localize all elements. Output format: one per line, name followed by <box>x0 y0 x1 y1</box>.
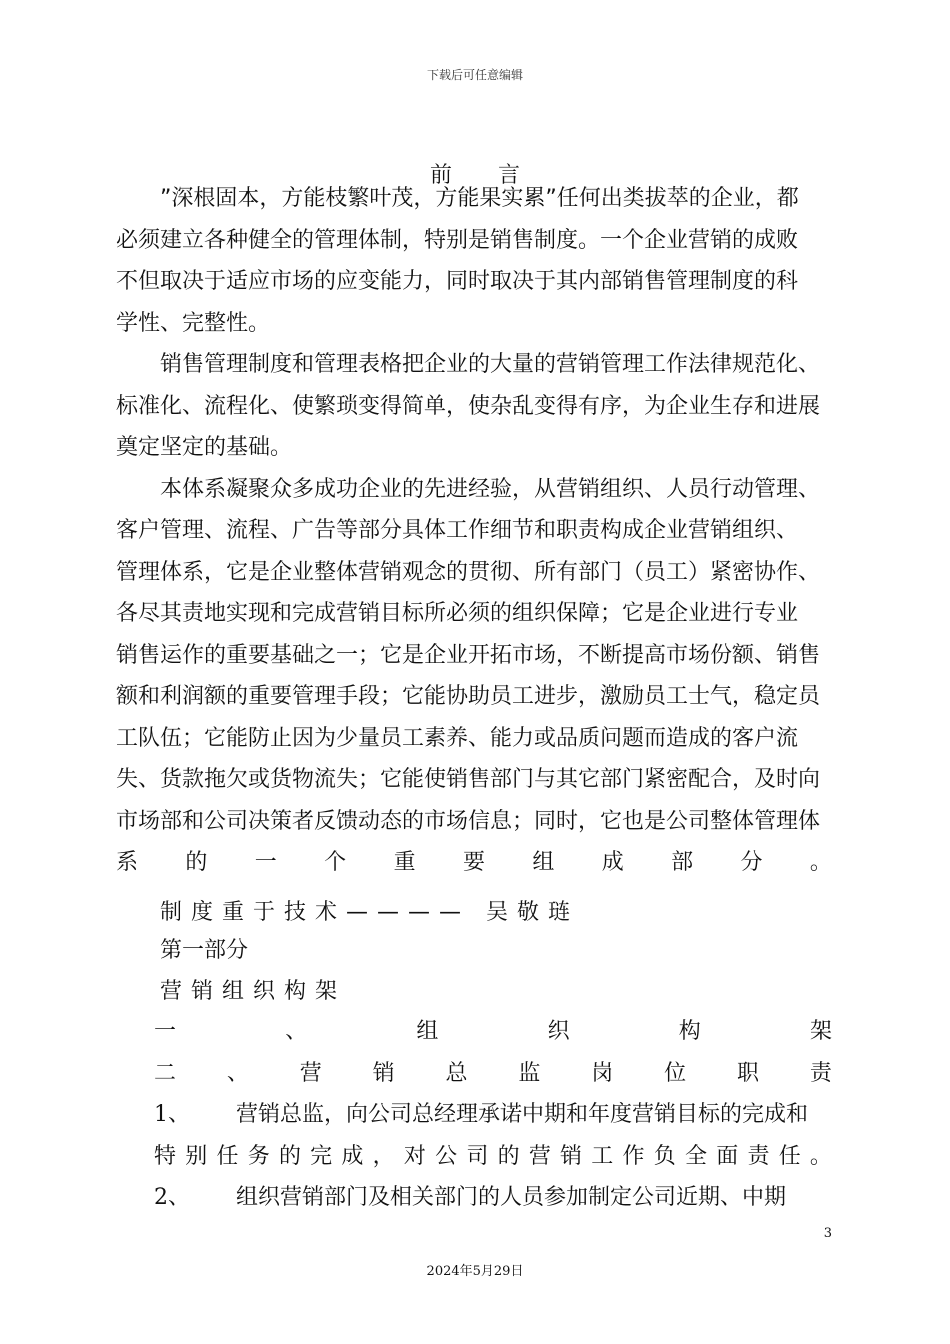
char: 总 <box>445 1060 468 1086</box>
part-label: 第一部分 <box>160 938 249 963</box>
list-item-continuation <box>154 1136 832 1178</box>
list-item <box>154 1094 832 1136</box>
char: 完 <box>310 1143 333 1169</box>
char: 成 <box>341 1143 364 1169</box>
char: 要 <box>462 850 485 875</box>
char: 别 <box>185 1143 208 1169</box>
page-number: 3 <box>823 1226 832 1241</box>
page-title: 前言 <box>429 163 566 188</box>
paragraph-line: 学性、完整性。 <box>116 310 271 336</box>
char: 责 <box>809 1060 832 1086</box>
paragraph-line: 奠定坚定的基础。 <box>116 435 293 460</box>
paragraph-justified-line <box>116 842 832 884</box>
char: 的 <box>278 1143 301 1169</box>
char: 构 <box>678 1019 701 1044</box>
paragraph-line: 客户管理、流程、广告等部分具体工作细节和职责构成企业营销组织、 <box>116 518 799 543</box>
heading-2 <box>154 1053 832 1095</box>
char: 责 <box>747 1143 770 1169</box>
char: 任 <box>216 1143 239 1169</box>
list-item-text: 营销总监，向公司总经理承诺中期和年度营销目标的完成和 <box>236 1102 809 1127</box>
char: 销 <box>372 1060 395 1086</box>
char: 的 <box>185 850 208 875</box>
paragraph-line: 失、货款拖欠或货物流失；它能使销售部门与其它部门紧密配合，及时向 <box>116 767 821 792</box>
paragraph-line: 销售运作的重要基础之一；它是企业开拓市场，不断提高市场份额、销售 <box>116 642 821 668</box>
heading-1 <box>154 1011 832 1053</box>
char: 营 <box>528 1143 551 1169</box>
char: 位 <box>664 1060 687 1086</box>
char: 特 <box>154 1143 177 1169</box>
char: 、 <box>226 1060 249 1086</box>
char: 的 <box>497 1143 520 1169</box>
char: 组 <box>416 1019 439 1044</box>
char: 系 <box>116 850 139 875</box>
char: 全 <box>684 1143 707 1169</box>
section-headings <box>154 1011 832 1219</box>
char: 成 <box>601 850 624 875</box>
part-title: 营销组织构架 <box>160 979 347 1004</box>
paragraph-line: 管理体系，它是企业整体营销观念的贯彻、所有部门（员工）紧密协作、 <box>116 559 821 585</box>
paragraph-line: 各尽其责地实现和完成营销目标所必须的组织保障；它是企业进行专业 <box>116 601 799 626</box>
char: 对 <box>403 1143 426 1169</box>
char: 一 <box>254 850 277 875</box>
list-item-number: 1、 <box>154 1102 190 1127</box>
char: 二 <box>154 1060 177 1086</box>
char: 公 <box>435 1143 458 1169</box>
char: 架 <box>809 1019 832 1044</box>
char: 织 <box>547 1019 570 1044</box>
list-item-text: 组织营销部门及相关部门的人员参加制定公司近期、中期 <box>236 1185 787 1210</box>
char: 任 <box>778 1143 801 1169</box>
page-footer-date: 2024年5月29日 <box>426 1264 524 1279</box>
paragraph-line: 本体系凝聚众多成功企业的先进经验，从营销组织、人员行动管理、 <box>160 476 821 502</box>
char: 组 <box>532 850 555 875</box>
char: 个 <box>324 850 347 875</box>
list-item <box>154 1177 832 1219</box>
preface-body <box>116 178 832 884</box>
char: 、 <box>285 1019 308 1044</box>
paragraph-line: 必须建立各种健全的管理体制，特别是销售制度。一个企业营销的成败 <box>116 227 799 253</box>
list-item-number: 2、 <box>154 1185 190 1210</box>
char: 重 <box>393 850 416 875</box>
paragraph-line: 额和利润额的重要管理手段；它能协助员工进步，激励员工士气，稳定员 <box>116 684 821 709</box>
paragraph-line: 不但取决于适应市场的应变能力，同时取决于其内部销售管理制度的科 <box>116 269 799 294</box>
paragraph-line: 销售管理制度和管理表格把企业的大量的营销管理工作法律规范化、 <box>160 352 821 377</box>
char: 职 <box>737 1060 760 1086</box>
char: 岗 <box>591 1060 614 1086</box>
char: 司 <box>466 1143 489 1169</box>
paragraph-line: 标准化、流程化、使繁琐变得简单，使杂乱变得有序，为企业生存和进展 <box>116 393 821 419</box>
char: 作 <box>622 1143 645 1169</box>
char: 面 <box>716 1143 739 1169</box>
paragraph-line: 市场部和公司决策者反馈动态的市场信息；同时，它也是公司整体管理体 <box>116 808 821 834</box>
char: 一 <box>154 1019 177 1044</box>
paragraph-line: 工队伍；它能防止因为少量员工素养、能力或品质问题而造成的客户流 <box>116 725 799 751</box>
char: 部 <box>671 850 694 875</box>
page-header: 下载后可任意编辑 <box>426 68 523 82</box>
char: 务 <box>247 1143 270 1169</box>
char: 。 <box>809 850 832 875</box>
paragraph-line: ”深根固本，方能枝繁叶茂，方能果实累”任何出类拔萃的企业，都 <box>160 186 799 211</box>
char: 工 <box>591 1143 614 1169</box>
char: 。 <box>809 1143 832 1169</box>
char: 营 <box>299 1060 322 1086</box>
char: 分 <box>740 850 763 875</box>
char: 销 <box>560 1143 583 1169</box>
char: 监 <box>518 1060 541 1086</box>
char: 负 <box>653 1143 676 1169</box>
char: ， <box>372 1143 395 1169</box>
quote-line: 制度重于技术———— 吴敬琏 <box>160 900 579 925</box>
